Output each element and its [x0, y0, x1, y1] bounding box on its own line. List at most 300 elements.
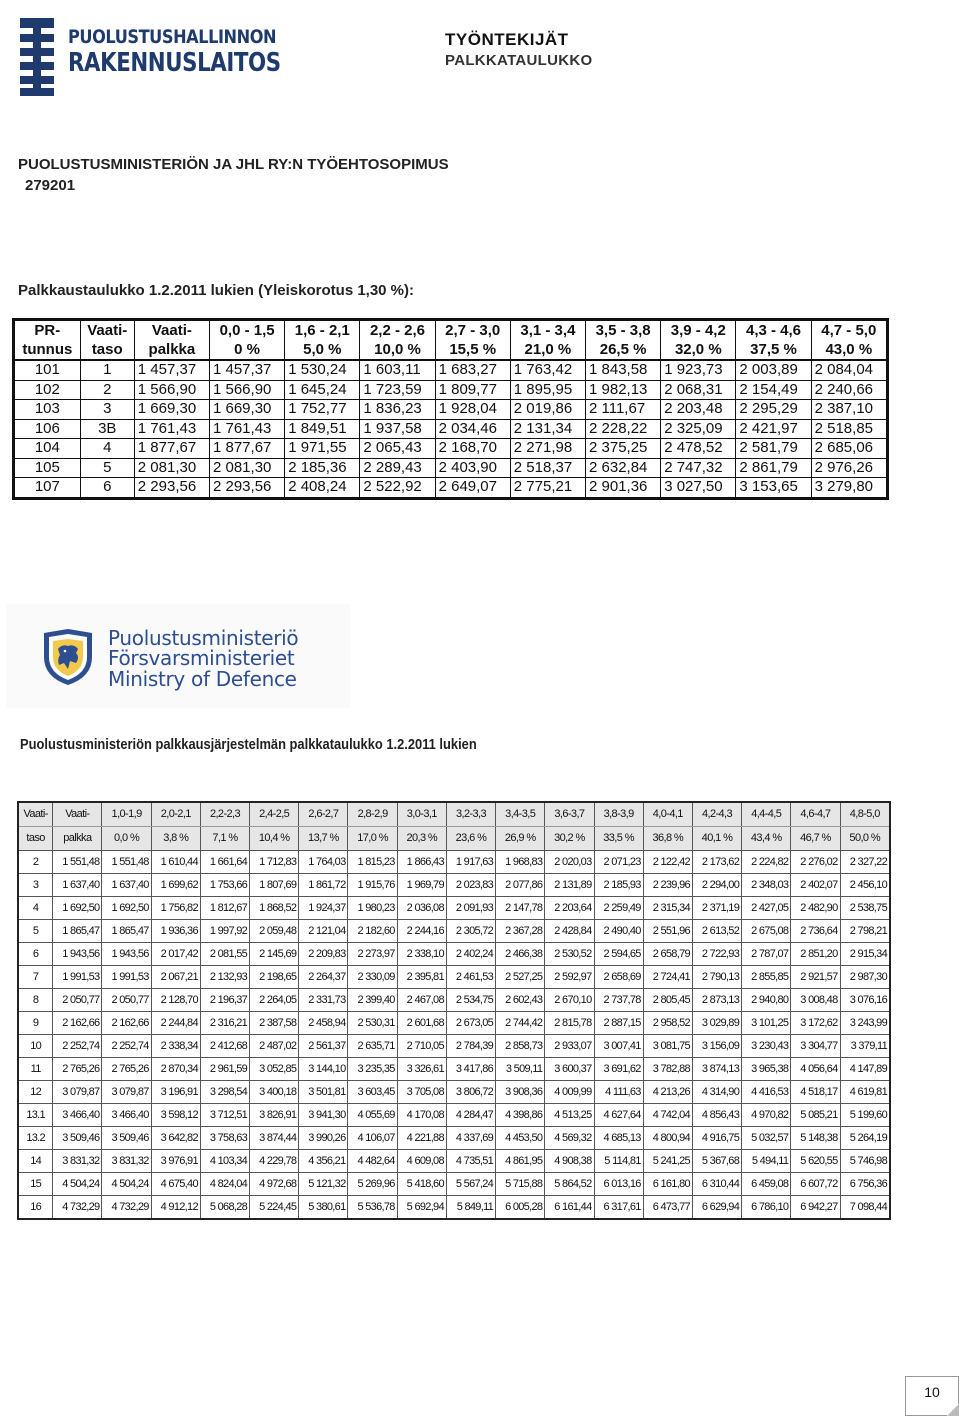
table2-cell: 4 504,24 — [102, 1173, 151, 1196]
table2-cell: 3 081,75 — [643, 1035, 692, 1058]
table2-header-cell: 3,8-3,9 — [594, 802, 643, 827]
table2-cell: 4 147,89 — [840, 1058, 890, 1081]
table2-cell: 2 710,05 — [397, 1035, 446, 1058]
table1-cell: 2 131,34 — [510, 419, 585, 439]
table2-cell: 2 490,40 — [594, 920, 643, 943]
table1-header-row — [14, 340, 888, 360]
table1-header-cell: 5,0 % — [285, 340, 360, 360]
table2-cell: 5 114,81 — [594, 1150, 643, 1173]
table2-cell: 4 284,47 — [446, 1104, 495, 1127]
table2-cell: 3 705,08 — [397, 1081, 446, 1104]
table2-cell: 3 501,81 — [299, 1081, 348, 1104]
table1-cell: 2 421,97 — [736, 419, 811, 439]
table2-cell: 2 921,57 — [791, 966, 840, 989]
table2-cell: 2 765,26 — [102, 1058, 151, 1081]
table2-cell: 3 029,89 — [692, 1012, 741, 1035]
table2-cell: 6 473,77 — [643, 1196, 692, 1220]
page-number — [905, 1376, 959, 1416]
table2-cell: 1 551,48 — [53, 851, 102, 874]
table1-cell: 2 034,46 — [435, 419, 510, 439]
table1-cell: 2 901,36 — [586, 478, 661, 499]
table2-row — [18, 851, 890, 874]
table2-cell: 4 912,12 — [151, 1196, 200, 1220]
table2-header-cell: Vaati- — [53, 802, 102, 827]
table1-cell: 1 603,11 — [360, 360, 435, 380]
table2-title: Puolustusministeriön palkkausjärjestelmän palkkataulukko 1.2.2011 lukien — [20, 736, 477, 753]
table2-cell: 4 800,94 — [643, 1127, 692, 1150]
table2-cell: 4 504,24 — [53, 1173, 102, 1196]
table1-row — [14, 419, 888, 439]
table2-cell: 2 870,34 — [151, 1058, 200, 1081]
table2-header-cell: 2,8-2,9 — [348, 802, 397, 827]
table1-cell: 2 003,89 — [736, 360, 811, 380]
table1-cell: 1 877,67 — [209, 439, 284, 459]
table2-cell: 3 417,86 — [446, 1058, 495, 1081]
table1-cell: 2 293,56 — [209, 478, 284, 499]
table2-cell: 2 765,26 — [53, 1058, 102, 1081]
table2-cell: 4 518,17 — [791, 1081, 840, 1104]
table2-cell: 3 965,38 — [742, 1058, 791, 1081]
table1-header-cell: 2,7 - 3,0 — [435, 320, 510, 341]
table2-cell: 5 269,96 — [348, 1173, 397, 1196]
table1-cell: 101 — [14, 360, 81, 380]
table2-cell: 2 940,80 — [742, 989, 791, 1012]
table2-row — [18, 1150, 890, 1173]
table2-cell: 2 017,42 — [151, 943, 200, 966]
table2-header-cell: 10,4 % — [250, 827, 299, 851]
table2-cell: 2 635,71 — [348, 1035, 397, 1058]
table2-header-cell: 0,0 % — [102, 827, 151, 851]
table2-header-cell: 20,3 % — [397, 827, 446, 851]
ministry-name — [108, 628, 298, 689]
table2-cell: 4 732,29 — [102, 1196, 151, 1220]
table2-cell: 3 144,10 — [299, 1058, 348, 1081]
table2-header-cell: 13,7 % — [299, 827, 348, 851]
table2-cell: 2 466,38 — [496, 943, 545, 966]
table1-cell: 2 325,09 — [661, 419, 736, 439]
table1-cell: 1 895,95 — [510, 380, 585, 400]
table2-cell: 1 943,56 — [102, 943, 151, 966]
table2-cell: 6 — [18, 943, 53, 966]
table2-cell: 6 942,27 — [791, 1196, 840, 1220]
table2-header-cell: 4,2-4,3 — [692, 802, 741, 827]
table2-cell: 2 736,64 — [791, 920, 840, 943]
table1-header-cell: 3,9 - 4,2 — [661, 320, 736, 341]
table1-cell: 2 408,24 — [285, 478, 360, 499]
document-title: TYÖNTEKIJÄT — [445, 30, 569, 49]
table2-cell: 5 264,19 — [840, 1127, 890, 1150]
table2-header-row — [18, 827, 890, 851]
table2-cell: 3 642,82 — [151, 1127, 200, 1150]
table2-cell: 4 229,78 — [250, 1150, 299, 1173]
table2-row — [18, 874, 890, 897]
table2-cell: 3 712,51 — [200, 1104, 249, 1127]
table1-cell: 2 168,70 — [435, 439, 510, 459]
table2-cell: 3 691,62 — [594, 1058, 643, 1081]
table2-cell: 2 316,21 — [200, 1012, 249, 1035]
table2-cell: 1 637,40 — [102, 874, 151, 897]
table2-cell: 4 055,69 — [348, 1104, 397, 1127]
table2-cell: 2 371,19 — [692, 897, 741, 920]
table2-cell: 3 598,12 — [151, 1104, 200, 1127]
table1-cell: 3B — [80, 419, 134, 439]
table2-cell: 5 085,21 — [791, 1104, 840, 1127]
table1-header-cell: 21,0 % — [510, 340, 585, 360]
table1-header-cell: 43,0 % — [811, 340, 887, 360]
table2-cell: 2 050,77 — [53, 989, 102, 1012]
table1-cell: 1 843,58 — [586, 360, 661, 380]
table2-cell: 4 824,04 — [200, 1173, 249, 1196]
table2-cell: 3 782,88 — [643, 1058, 692, 1081]
document-subtitle: PALKKATAULUKKO — [445, 52, 593, 69]
table1-cell: 2 228,22 — [586, 419, 661, 439]
table1-cell: 2 271,98 — [510, 439, 585, 459]
table1-cell: 102 — [14, 380, 81, 400]
table2-cell: 4 416,53 — [742, 1081, 791, 1104]
table2-cell: 1 756,82 — [151, 897, 200, 920]
table2-cell: 2 658,69 — [594, 966, 643, 989]
table2-header-row — [18, 802, 890, 827]
table1-cell: 107 — [14, 478, 81, 499]
table2-row — [18, 1173, 890, 1196]
table1-cell: 2 403,90 — [435, 458, 510, 478]
table1-cell: 1 877,67 — [134, 439, 209, 459]
salary-table-2 — [17, 801, 891, 1220]
table2-cell: 3 235,35 — [348, 1058, 397, 1081]
table2-cell: 2 592,97 — [545, 966, 594, 989]
table2-cell: 2 530,52 — [545, 943, 594, 966]
lion-crest-icon — [40, 627, 96, 687]
table2-cell: 7 — [18, 966, 53, 989]
table2-cell: 1 968,83 — [496, 851, 545, 874]
table2-cell: 2 071,23 — [594, 851, 643, 874]
table1-header-cell: 37,5 % — [736, 340, 811, 360]
table2-cell: 3 466,40 — [102, 1104, 151, 1127]
table1-title: Palkkaustaulukko 1.2.2011 lukien (Yleiskorotus 1,30 %): — [18, 282, 415, 299]
table1-cell: 1 752,77 — [285, 400, 360, 420]
table1-cell: 103 — [14, 400, 81, 420]
table2-cell: 2 330,09 — [348, 966, 397, 989]
table1-cell: 2 522,92 — [360, 478, 435, 499]
table1-cell: 105 — [14, 458, 81, 478]
table2-cell: 4 569,32 — [545, 1127, 594, 1150]
table2-cell: 2 399,40 — [348, 989, 397, 1012]
table2-row — [18, 1196, 890, 1220]
table1-cell: 2 065,43 — [360, 439, 435, 459]
table2-cell: 3 826,91 — [250, 1104, 299, 1127]
table2-cell: 5 121,32 — [299, 1173, 348, 1196]
table2-header-cell: 4,0-4,1 — [643, 802, 692, 827]
table2-cell: 6 629,94 — [692, 1196, 741, 1220]
table1-cell: 1 849,51 — [285, 419, 360, 439]
page-number-label: 10 — [924, 1384, 940, 1400]
table2-cell: 1 868,52 — [250, 897, 299, 920]
table2-cell: 2 264,05 — [250, 989, 299, 1012]
table2-cell: 2 456,10 — [840, 874, 890, 897]
table2-cell: 1 936,36 — [151, 920, 200, 943]
table2-cell: 3 509,46 — [102, 1127, 151, 1150]
table2-row — [18, 1127, 890, 1150]
table2-header-cell: 23,6 % — [446, 827, 495, 851]
table2-cell: 1 753,66 — [200, 874, 249, 897]
table1-cell: 2 387,10 — [811, 400, 887, 420]
table1-row — [14, 400, 888, 420]
table2-cell: 2 239,96 — [643, 874, 692, 897]
table2-cell: 2 658,79 — [643, 943, 692, 966]
table2-row — [18, 943, 890, 966]
table2-header-cell: 4,8-5,0 — [840, 802, 890, 827]
table1-cell: 1 — [80, 360, 134, 380]
table2-cell: 4 056,64 — [791, 1058, 840, 1081]
table2-row — [18, 1104, 890, 1127]
table2-cell: 1 692,50 — [102, 897, 151, 920]
table1-cell: 1 923,73 — [661, 360, 736, 380]
table2-cell: 2 527,25 — [496, 966, 545, 989]
table2-cell: 3 806,72 — [446, 1081, 495, 1104]
table1-header-cell: taso — [80, 340, 134, 360]
table1-cell: 3 — [80, 400, 134, 420]
table2-cell: 2 182,60 — [348, 920, 397, 943]
table2-cell: 2 784,39 — [446, 1035, 495, 1058]
table2-cell: 5 849,11 — [446, 1196, 495, 1220]
table2-cell: 5 692,94 — [397, 1196, 446, 1220]
table2-cell: 4 742,04 — [643, 1104, 692, 1127]
table2-cell: 3 172,62 — [791, 1012, 840, 1035]
table2-cell: 12 — [18, 1081, 53, 1104]
table2-cell: 2 613,52 — [692, 920, 741, 943]
table2-cell: 2 737,78 — [594, 989, 643, 1012]
table2-cell: 4 609,08 — [397, 1150, 446, 1173]
table2-cell: 5 367,68 — [692, 1150, 741, 1173]
org-logo-text — [68, 28, 327, 77]
table2-cell: 1 661,64 — [200, 851, 249, 874]
table2-cell: 1 969,79 — [397, 874, 446, 897]
table2-cell: 2 294,00 — [692, 874, 741, 897]
table2-cell: 4 908,38 — [545, 1150, 594, 1173]
table2-cell: 2 244,84 — [151, 1012, 200, 1035]
logo-mark-icon — [20, 18, 54, 96]
table2-cell: 4 685,13 — [594, 1127, 643, 1150]
table1-cell: 1 761,43 — [134, 419, 209, 439]
table1-cell: 3 027,50 — [661, 478, 736, 499]
table2-cell: 3 976,91 — [151, 1150, 200, 1173]
table2-cell: 3 908,36 — [496, 1081, 545, 1104]
table2-row — [18, 966, 890, 989]
table2-cell: 1 699,62 — [151, 874, 200, 897]
salary-table-1 — [12, 318, 889, 500]
table1-cell: 2 081,30 — [134, 458, 209, 478]
table1-header-cell: 32,0 % — [661, 340, 736, 360]
table2-header-cell: 7,1 % — [200, 827, 249, 851]
table2-cell: 14 — [18, 1150, 53, 1173]
table2-cell: 2 530,31 — [348, 1012, 397, 1035]
table2-header-cell: 4,6-4,7 — [791, 802, 840, 827]
table2-row — [18, 920, 890, 943]
agreement-code: 279201 — [25, 177, 76, 194]
table2-header-cell: 2,4-2,5 — [250, 802, 299, 827]
table2-cell: 2 790,13 — [692, 966, 741, 989]
table2-cell: 3 156,09 — [692, 1035, 741, 1058]
table2-cell: 2 601,68 — [397, 1012, 446, 1035]
table1-header-cell: Vaati- — [134, 320, 209, 341]
table2-cell: 5 032,57 — [742, 1127, 791, 1150]
table2-cell: 1 866,43 — [397, 851, 446, 874]
table2-header-cell: palkka — [53, 827, 102, 851]
table1-row — [14, 439, 888, 459]
table2-cell: 5 715,88 — [496, 1173, 545, 1196]
table2-cell: 6 459,08 — [742, 1173, 791, 1196]
table1-cell: 1 809,77 — [435, 380, 510, 400]
page-fold-icon — [947, 1404, 959, 1416]
table1-cell: 1 566,90 — [209, 380, 284, 400]
table2-row — [18, 897, 890, 920]
table2-header-cell: taso — [18, 827, 53, 851]
table2-cell: 5 380,61 — [299, 1196, 348, 1220]
table2-cell: 2 252,74 — [53, 1035, 102, 1058]
table2-cell: 6 317,61 — [594, 1196, 643, 1220]
table2-cell: 2 244,16 — [397, 920, 446, 943]
table2-cell: 2 675,08 — [742, 920, 791, 943]
table2-cell: 2 815,78 — [545, 1012, 594, 1035]
table2-header-cell: 3,0-3,1 — [397, 802, 446, 827]
table2-cell: 3 379,11 — [840, 1035, 890, 1058]
table2-cell: 1 924,37 — [299, 897, 348, 920]
table2-cell: 5 199,60 — [840, 1104, 890, 1127]
table2-header-cell: 2,0-2,1 — [151, 802, 200, 827]
table2-cell: 2 036,08 — [397, 897, 446, 920]
table2-header-cell: 2,2-2,3 — [200, 802, 249, 827]
table2-cell: 2 259,49 — [594, 897, 643, 920]
table2-cell: 2 203,64 — [545, 897, 594, 920]
table1-header-cell: 3,1 - 3,4 — [510, 320, 585, 341]
agreement-title: PUOLUSTUSMINISTERIÖN JA JHL RY:N TYÖEHTOSOPIMUS — [18, 156, 449, 173]
table2-cell: 2 402,07 — [791, 874, 840, 897]
table2-cell: 6 005,28 — [496, 1196, 545, 1220]
table2-cell: 3 304,77 — [791, 1035, 840, 1058]
table1-cell: 2 649,07 — [435, 478, 510, 499]
table2-cell: 2 252,74 — [102, 1035, 151, 1058]
table2-cell: 2 315,34 — [643, 897, 692, 920]
table2-cell: 2 348,03 — [742, 874, 791, 897]
table2-cell: 3 079,87 — [102, 1081, 151, 1104]
table1-header-cell: PR- — [14, 320, 81, 341]
table1-header-cell: 0,0 - 1,5 — [209, 320, 284, 341]
table1-cell: 2 019,86 — [510, 400, 585, 420]
table2-cell: 2 602,43 — [496, 989, 545, 1012]
table2-cell: 5 241,25 — [643, 1150, 692, 1173]
table2-cell: 2 331,73 — [299, 989, 348, 1012]
table2-cell: 5 068,28 — [200, 1196, 249, 1220]
table1-header-cell: 10,0 % — [360, 340, 435, 360]
table2-cell: 4 735,51 — [446, 1150, 495, 1173]
table2-cell: 1 980,23 — [348, 897, 397, 920]
table2-cell: 2 551,96 — [643, 920, 692, 943]
table2-cell: 5 864,52 — [545, 1173, 594, 1196]
table2-cell: 4 314,90 — [692, 1081, 741, 1104]
table2-cell: 1 692,50 — [53, 897, 102, 920]
table1-cell: 2 — [80, 380, 134, 400]
table2-cell: 4 111,63 — [594, 1081, 643, 1104]
table1-cell: 1 669,30 — [134, 400, 209, 420]
table2-cell: 1 764,03 — [299, 851, 348, 874]
table2-cell: 4 221,88 — [397, 1127, 446, 1150]
table1-cell: 1 457,37 — [134, 360, 209, 380]
table2-cell: 6 786,10 — [742, 1196, 791, 1220]
table2-header-cell: 3,2-3,3 — [446, 802, 495, 827]
table2-cell: 2 915,34 — [840, 943, 890, 966]
table2-cell: 4 861,95 — [496, 1150, 545, 1173]
table2-cell: 2 958,52 — [643, 1012, 692, 1035]
table1-cell: 1 645,24 — [285, 380, 360, 400]
table1-cell: 1 566,90 — [134, 380, 209, 400]
table1-cell: 1 530,24 — [285, 360, 360, 380]
table1-header-cell: 0 % — [209, 340, 284, 360]
table2-cell: 2 185,93 — [594, 874, 643, 897]
table1-header-cell: 2,2 - 2,6 — [360, 320, 435, 341]
table1-header-row — [14, 320, 888, 341]
table2-cell: 2 020,03 — [545, 851, 594, 874]
table2-cell: 2 855,85 — [742, 966, 791, 989]
table2-cell: 3 230,43 — [742, 1035, 791, 1058]
table2-cell: 3 079,87 — [53, 1081, 102, 1104]
table2-cell: 3 052,85 — [250, 1058, 299, 1081]
table2-cell: 1 991,53 — [102, 966, 151, 989]
table2-header-cell: 36,8 % — [643, 827, 692, 851]
table2-cell: 4 356,21 — [299, 1150, 348, 1173]
table2-cell: 1 915,76 — [348, 874, 397, 897]
table2-cell: 2 858,73 — [496, 1035, 545, 1058]
table2-cell: 15 — [18, 1173, 53, 1196]
table2-cell: 2 722,93 — [692, 943, 741, 966]
table2-cell: 4 972,68 — [250, 1173, 299, 1196]
table2-row — [18, 1081, 890, 1104]
table1-cell: 2 081,30 — [209, 458, 284, 478]
table2-header-cell: 30,2 % — [545, 827, 594, 851]
table2-header-cell: 17,0 % — [348, 827, 397, 851]
table2-cell: 2 081,55 — [200, 943, 249, 966]
ministry-name-en: Ministry of Defence — [108, 666, 297, 691]
table2-cell: 5 567,24 — [446, 1173, 495, 1196]
table2-cell: 2 128,70 — [151, 989, 200, 1012]
table2-cell: 2 561,37 — [299, 1035, 348, 1058]
table2-cell: 2 487,02 — [250, 1035, 299, 1058]
table2-cell: 2 367,28 — [496, 920, 545, 943]
table2-cell: 3 603,45 — [348, 1081, 397, 1104]
table1-header-cell: 26,5 % — [586, 340, 661, 360]
table2-cell: 6 310,44 — [692, 1173, 741, 1196]
table2-cell: 2 196,37 — [200, 989, 249, 1012]
table2-cell: 6 756,36 — [840, 1173, 890, 1196]
table2-cell: 3 831,32 — [53, 1150, 102, 1173]
table2-cell: 2 162,66 — [102, 1012, 151, 1035]
table2-cell: 3 326,61 — [397, 1058, 446, 1081]
table2-cell: 4 213,26 — [643, 1081, 692, 1104]
table2-cell: 2 162,66 — [53, 1012, 102, 1035]
table2-cell: 10 — [18, 1035, 53, 1058]
document-heading — [445, 30, 593, 69]
table2-cell: 1 997,92 — [200, 920, 249, 943]
table2-cell: 3 831,32 — [102, 1150, 151, 1173]
table2-cell: 4 398,86 — [496, 1104, 545, 1127]
table2-cell: 1 712,83 — [250, 851, 299, 874]
table1-cell: 1 761,43 — [209, 419, 284, 439]
table2-cell: 2 961,59 — [200, 1058, 249, 1081]
table2-cell: 2 387,58 — [250, 1012, 299, 1035]
table2-header-cell: 33,5 % — [594, 827, 643, 851]
table2-cell: 2 987,30 — [840, 966, 890, 989]
table2-cell: 4 627,64 — [594, 1104, 643, 1127]
table1-header-cell: 4,3 - 4,6 — [736, 320, 811, 341]
